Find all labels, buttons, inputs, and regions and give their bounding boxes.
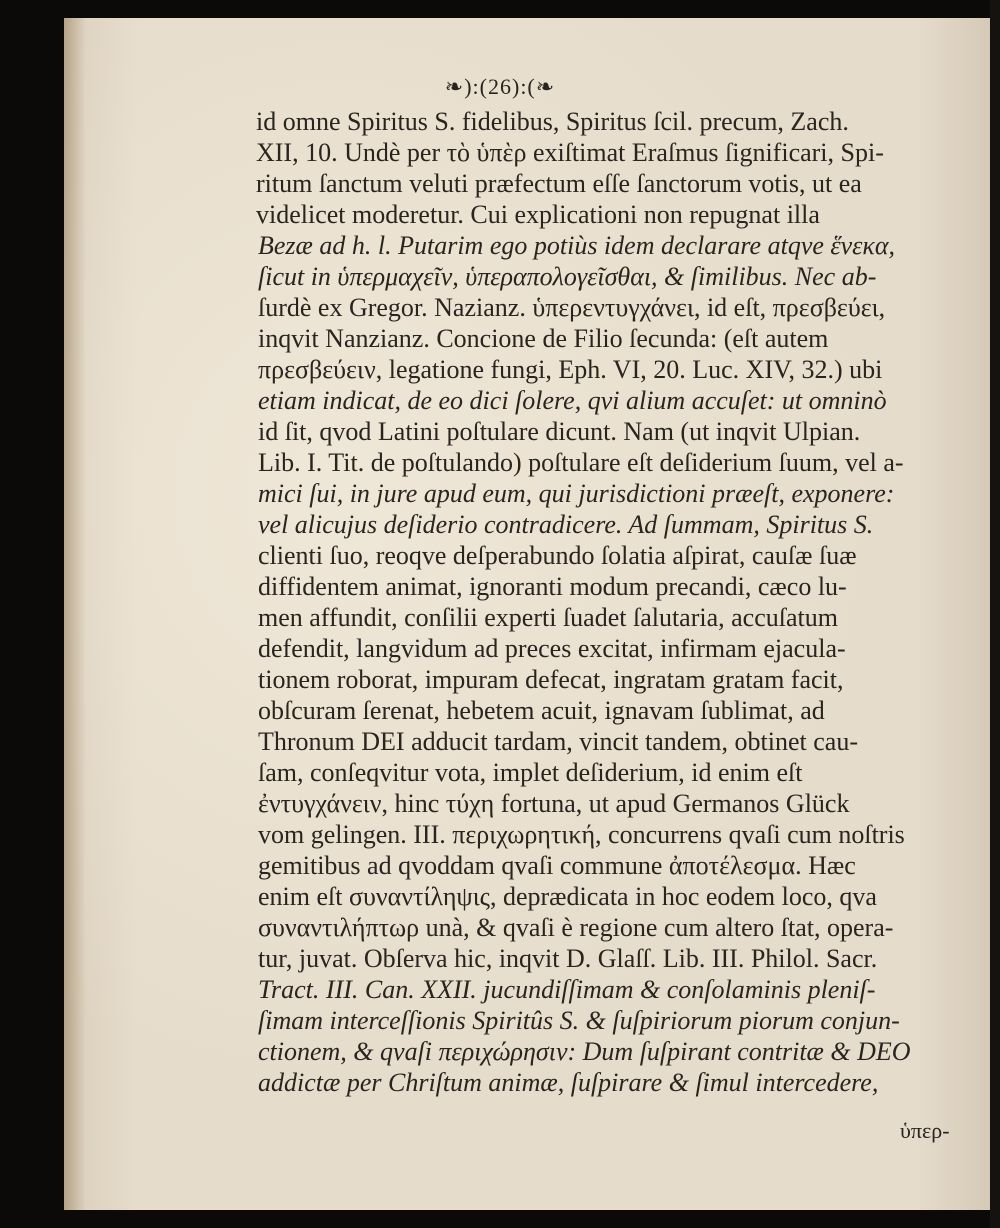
text-line: defendit, langvidum ad preces excitat, infirmam ejacula- [258,634,846,663]
text-line: ctionem, & qvaſi περιχώρησιν: Dum ſuſpirant contritæ & DEO [258,1037,911,1066]
text-line: obſcuram ſerenat, hebetem acuit, ignavam ſublimat, ad [258,696,825,725]
text-line: πρεσβεύειν, legatione fungi, Eph. VI, 20. Luc. XIV, 32.) ubi [258,355,883,384]
text-line: ſurdè ex Gregor. Nazianz. ὑπερεντυγχάνει, id eſt, πρεσβεύει, [258,293,886,322]
adjacent-page-edge [990,0,1000,1228]
text-line: videlicet moderetur. Cui explicationi non repugnat illa [256,200,820,229]
text-line: ἐντυγχάνειν, hinc τύχη fortuna, ut apud Germanos Glück [258,789,850,818]
text-line: gemitibus ad qvoddam qvaſi commune ἀποτέλεσμα. Hæc [258,851,856,880]
text-line: diffidentem animat, ignoranti modum precandi, cæco lu- [258,572,847,601]
text-line: addictæ per Chriſtum animæ, ſuſpirare & ſimul intercedere, [258,1068,879,1097]
text-line: συναντιλήπτωρ unà, & qvaſi è regione cum altero ſtat, opera- [258,913,894,942]
text-line: id omne Spiritus S. fidelibus, Spiritus ſcil. precum, Zach. [256,107,849,136]
text-line: mici ſui, in jure apud eum, qui jurisdictioni præeſt, exponere: [258,479,895,508]
text-line: Lib. I. Tit. de poſtulando) poſtulare eſt deſiderium ſuum, vel a- [258,448,904,477]
text-line: Bezæ ad h. l. Putarim ego potiùs idem declarare atqve ἕνεκα, [258,231,896,260]
text-line: vom gelingen. III. περιχωρητική, concurrens qvaſi cum noſtris [258,820,905,849]
text-line: id ſit, qvod Latini poſtulare dicunt. Nam (ut inqvit Ulpian. [258,417,861,446]
text-line: ritum ſanctum veluti præfectum eſſe ſanctorum votis, ut ea [256,169,862,198]
text-line: ſicut in ὑπερμαχεῖν, ὑπεραπολογεῖσθαι, & ſimilibus. Nec ab- [258,262,877,291]
text-line: Thronum DEI adducit tardam, vincit tandem, obtinet cau- [258,727,858,756]
text-line: ſimam interceſſionis Spiritûs S. & ſuſpiriorum piorum conjun- [258,1006,900,1035]
text-line: vel alicujus deſiderio contradicere. Ad ſummam, Spiritus S. [258,510,874,539]
text-line: Tract. III. Can. XXII. jucundiſſimam & conſolaminis pleniſ- [258,975,876,1004]
text-line: tur, juvat. Obſerva hic, inqvit D. Glaſſ. Lib. III. Philol. Sacr. [258,944,878,973]
spine-shadow [64,18,86,1210]
text-line: etiam indicat, de eo dici ſolere, qvi alium accuſet: ut omninò [258,386,887,415]
text-line: ſam, conſeqvitur vota, implet deſiderium, id enim eſt [258,758,803,787]
text-line: clienti ſuo, reoqve deſperabundo ſolatia aſpirat, cauſæ ſuæ [258,541,857,570]
text-line: inqvit Nanzianz. Concione de Filio ſecunda: (eſt autem [258,324,829,353]
page-header: ❧):(26):(❧ [444,74,556,99]
text-line: tionem roborat, impuram defecat, ingratam gratam facit, [258,665,844,694]
text-line: enim eſt συναντίληψις, deprædicata in hoc eodem loco, qva [258,882,877,911]
catchword: ὑπερ- [900,1118,950,1143]
text-line: men affundit, conſilii experti ſuadet ſalutaria, accuſatum [258,603,838,632]
text-line: XII, 10. Undè per τὸ ὑπὲρ exiſtimat Eraſmus ſignificari, Spi- [256,138,884,167]
